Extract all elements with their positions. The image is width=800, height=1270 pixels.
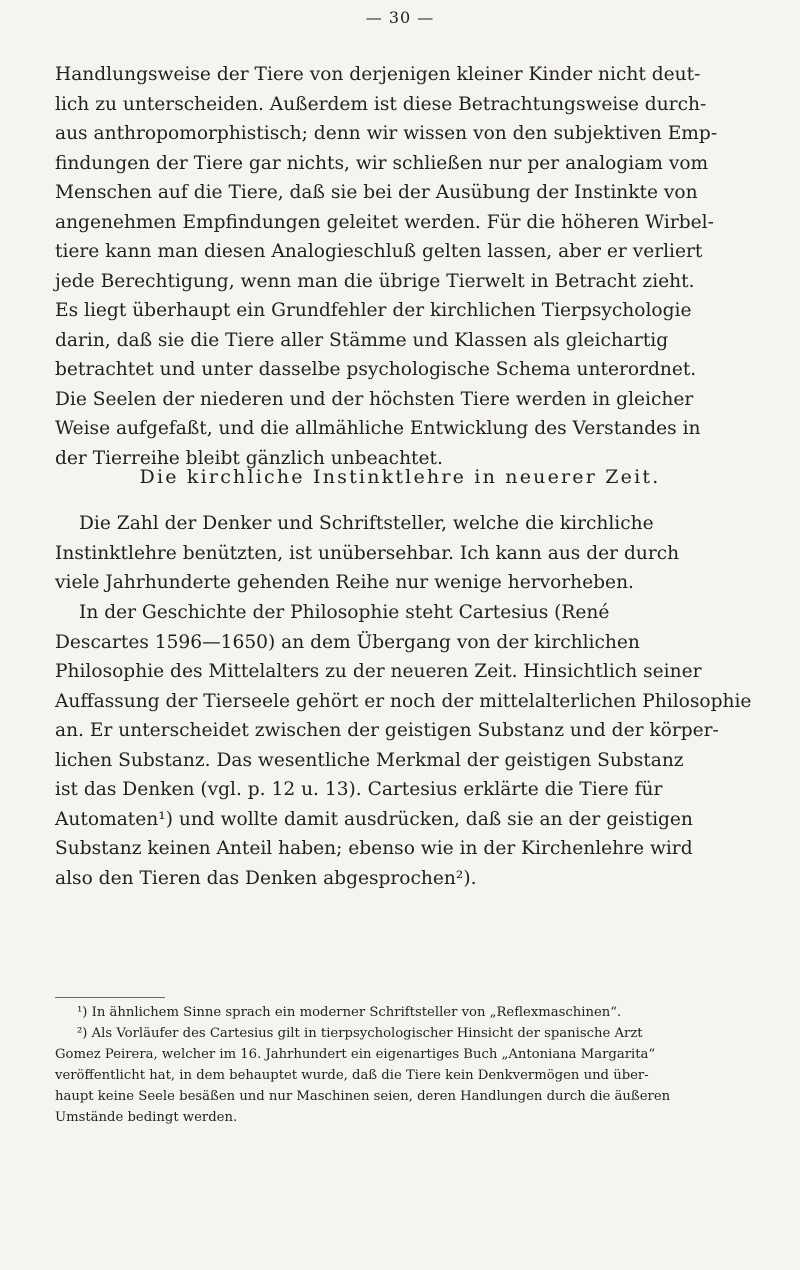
text-line: jede Berechtigung, wenn man die übrige Tierwelt in Betracht zieht.	[55, 270, 695, 292]
text-line: Descartes 1596—1650) an dem Übergang von der kirchlichen	[55, 631, 640, 653]
text-line: Es liegt überhaupt ein Grundfehler der kirchlichen Tierpsychologie	[55, 300, 692, 321]
footnote-line: haupt keine Seele besäßen und nur Maschinen seien, deren Handlungen durch die äußeren	[55, 1089, 671, 1104]
text-line: Die Seelen der niederen und der höchsten Tiere werden in gleicher	[55, 388, 694, 410]
text-line: aus anthropomorphistisch; denn wir wissen von den subjektiven Emp-	[55, 123, 718, 144]
text-line: ist das Denken (vgl. p. 12 u. 13). Cartesius erklärte die Tiere für	[55, 779, 663, 800]
footnote-1	[55, 1002, 765, 1023]
text-line: Auffassung der Tierseele gehört er noch der mittelalterlichen Philosophie	[55, 690, 752, 712]
footnote-line: Gomez Peirera, welcher im 16. Jahrhundert ein eigenartiges Buch „Antoniana Margarita“	[55, 1047, 656, 1062]
section-heading: Die kirchliche Instinktlehre in neuerer Zeit.	[139, 466, 661, 488]
text-line: Weise aufgefaßt, und die allmähliche Entwicklung des Verstandes in	[55, 418, 701, 439]
text-line: Automaten¹) und wollte damit ausdrücken, daß sie an der geistigen	[55, 808, 693, 830]
footnote-line: Umstände bedingt werden.	[55, 1110, 238, 1125]
footnote-line: ²) Als Vorläufer des Cartesius gilt in tierpsychologischer Hinsicht der spanische Arzt	[77, 1026, 643, 1041]
text-line: Philosophie des Mittelalters zu der neueren Zeit. Hinsichtlich seiner	[55, 661, 702, 682]
footnote-2	[55, 1023, 765, 1128]
text-line: angenehmen Empfindungen geleitet werden. Für die höheren Wirbel-	[55, 211, 714, 233]
text-line: darin, daß sie die Tiere aller Stämme und Klassen als gleichartig	[55, 329, 669, 351]
text-line: viele Jahrhunderte gehenden Reihe nur wenige hervorheben.	[55, 572, 634, 593]
page-number: — 30 —	[365, 8, 435, 27]
text-line: betrachtet und unter dasselbe psychologische Schema unterordnet.	[55, 359, 697, 380]
text-line: findungen der Tiere gar nichts, wir schließen nur per analogiam vom	[55, 152, 709, 174]
text-line: Substanz keinen Anteil haben; ebenso wie in der Kirchenlehre wird	[55, 838, 693, 859]
paragraph-3	[55, 509, 765, 598]
paragraph-4	[55, 598, 765, 893]
text-line: Handlungsweise der Tiere von derjenigen kleiner Kinder nicht deut-	[55, 64, 701, 85]
footnote-divider	[55, 997, 165, 998]
text-line: In der Geschichte der Philosophie steht Cartesius (René	[79, 602, 610, 623]
text-line: Menschen auf die Tiere, daß sie bei der Ausübung der Instinkte von	[55, 182, 698, 203]
text-line: tiere kann man diesen Analogieschluß gelten lassen, aber er verliert	[55, 241, 703, 262]
text-line: Die Zahl der Denker und Schriftsteller, welche die kirchliche	[79, 513, 654, 534]
footnote-line: ¹) In ähnlichem Sinne sprach ein moderner Schriftsteller von „Reflexmaschinen“.	[77, 1005, 622, 1020]
footnote-line: veröffentlicht hat, in dem behauptet wurde, daß die Tiere kein Denkvermögen und über-	[55, 1068, 649, 1083]
text-line: Instinktlehre benützten, ist unübersehbar. Ich kann aus der durch	[55, 542, 680, 564]
paragraph-1	[55, 60, 765, 296]
text-line: an. Er unterscheidet zwischen der geistigen Substanz und der körper-	[55, 720, 719, 741]
text-line: also den Tieren das Denken abgesprochen²).	[55, 867, 477, 889]
text-line: der Tierreihe bleibt gänzlich unbeachtet.	[55, 447, 443, 469]
text-line: lich zu unterscheiden. Außerdem ist diese Betrachtungsweise durch-	[55, 93, 707, 115]
paragraph-2	[55, 296, 765, 473]
text-line: lichen Substanz. Das wesentliche Merkmal der geistigen Substanz	[55, 749, 684, 771]
